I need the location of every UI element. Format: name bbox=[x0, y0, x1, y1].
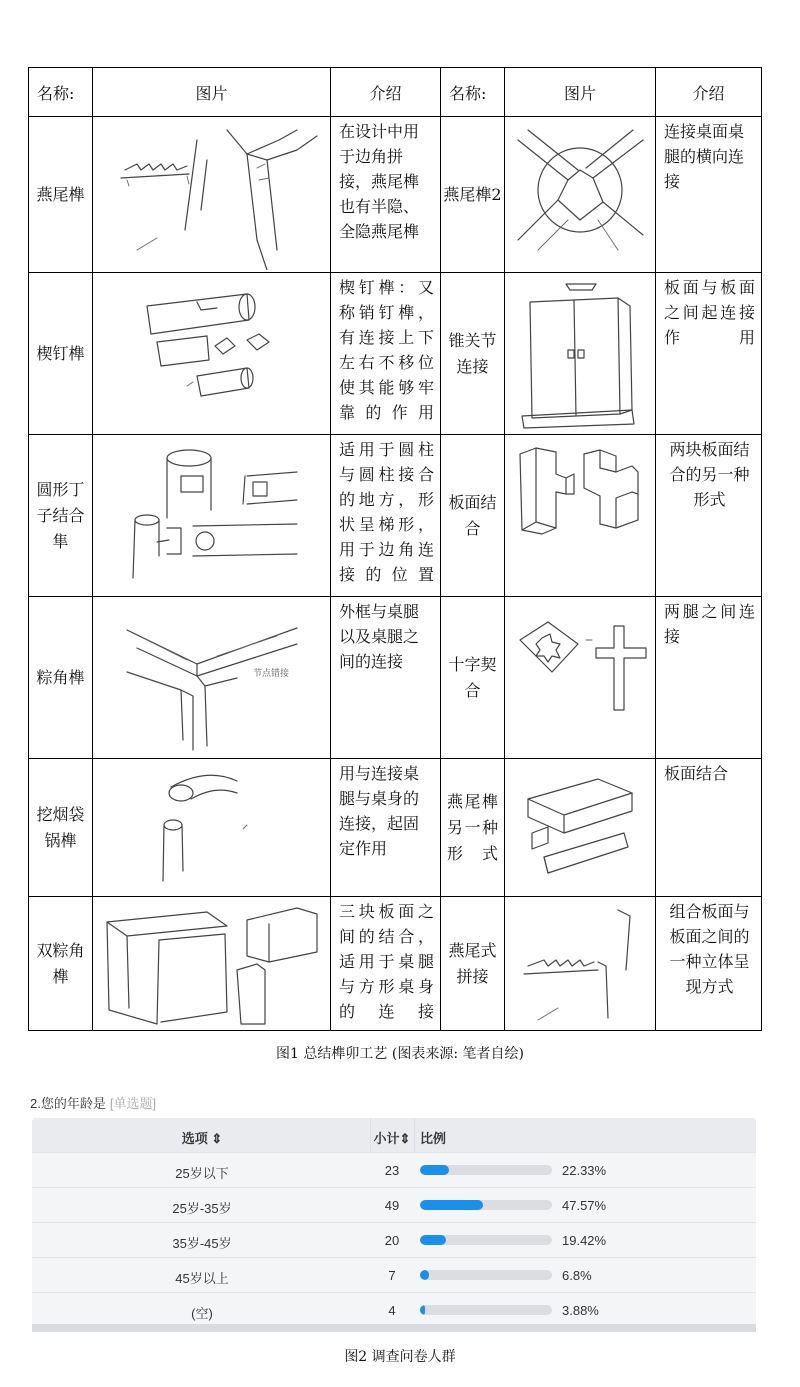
ratio-bar-fill bbox=[420, 1305, 425, 1315]
figure-2-caption: 图2 调查问卷人群 bbox=[344, 1349, 456, 1365]
joint-intro: 板面与板面之间起连接作用 bbox=[656, 273, 762, 435]
ratio-bar-fill bbox=[420, 1235, 446, 1245]
table-row bbox=[29, 597, 762, 759]
joint-intro: 在设计中用于边角拼接，燕尾榫也有半隐、全隐燕尾榫 bbox=[331, 117, 441, 273]
option-label: 45岁以上 bbox=[175, 1271, 229, 1286]
joint-intro: 组合板面与板面之间的一种立体呈现方式 bbox=[656, 897, 762, 1031]
survey-row bbox=[32, 1292, 756, 1327]
ratio-bar-fill bbox=[420, 1200, 483, 1210]
option-count: 4 bbox=[388, 1303, 396, 1318]
ratio-percent: 47.57% bbox=[562, 1198, 607, 1213]
ratio-bar bbox=[420, 1165, 552, 1175]
option-count: 49 bbox=[384, 1198, 400, 1213]
joint-intro: 外框与桌腿以及桌腿之间的连接 bbox=[331, 597, 441, 759]
joint-intro: 连接桌面桌腿的横向连接 bbox=[656, 117, 762, 273]
zongjiao-joint-sketch bbox=[93, 597, 331, 759]
option-label: (空) bbox=[191, 1306, 213, 1321]
survey-row bbox=[32, 1187, 756, 1222]
joint-intro: 三块板面之间的结合，适用于桌腿与方形桌身的连接 bbox=[331, 897, 441, 1031]
joint-intro: 楔钉榫：又称销钉榫，有连接上下左右不移位使其能够牢靠的作用 bbox=[331, 273, 441, 435]
cross-joint-sketch bbox=[505, 597, 656, 759]
ratio-bar bbox=[420, 1305, 552, 1315]
table-header-row bbox=[29, 68, 762, 117]
wedge-pin-sketch bbox=[93, 273, 331, 435]
joint-name: 燕尾榫另一种形式 bbox=[441, 759, 505, 897]
joint-name: 板面结合 bbox=[441, 435, 505, 597]
table-row bbox=[29, 117, 762, 273]
ratio-bar bbox=[420, 1235, 552, 1245]
joint-name: 锥关节连接 bbox=[441, 273, 505, 435]
header-name-left: 名称: bbox=[29, 68, 93, 117]
joint-name: 燕尾榫2 bbox=[441, 117, 505, 273]
option-label: 25岁以下 bbox=[175, 1166, 229, 1181]
dovetail-sketch bbox=[93, 117, 331, 273]
ratio-percent: 6.8% bbox=[562, 1268, 592, 1283]
table-row bbox=[29, 273, 762, 435]
board-joint-sketch bbox=[505, 435, 656, 597]
table-footer bbox=[32, 1324, 756, 1332]
question-title bbox=[30, 1093, 156, 1112]
ratio-column-header: 比例 bbox=[420, 1131, 447, 1146]
header-intro-right: 介绍 bbox=[656, 68, 762, 117]
cabinet-sketch bbox=[505, 273, 656, 435]
joint-name: 圆形丁子结合隼 bbox=[29, 435, 93, 597]
ratio-percent: 3.88% bbox=[562, 1303, 599, 1318]
joint-intro: 两腿之间连接 bbox=[656, 597, 762, 759]
table-row bbox=[29, 759, 762, 897]
header-image-right: 图片 bbox=[505, 68, 656, 117]
survey-row bbox=[32, 1152, 756, 1187]
dovetail-variant-sketch bbox=[505, 759, 656, 897]
joint-name: 挖烟袋锅榫 bbox=[29, 759, 93, 897]
option-count: 7 bbox=[388, 1268, 396, 1283]
joint-name: 双粽角榫 bbox=[29, 897, 93, 1031]
ratio-percent: 19.42% bbox=[562, 1233, 607, 1248]
ratio-bar bbox=[420, 1270, 552, 1280]
joinery-table bbox=[28, 67, 762, 1031]
ratio-bar bbox=[420, 1200, 552, 1210]
sketch-annotation: 节点错接 bbox=[252, 669, 289, 679]
joint-intro: 适用于圆柱与圆柱接合的地方，形状呈梯形，用于边角连接的位置 bbox=[331, 435, 441, 597]
ratio-bar-fill bbox=[420, 1270, 429, 1280]
header-intro-left: 介绍 bbox=[331, 68, 441, 117]
option-count: 23 bbox=[384, 1163, 400, 1178]
table-row bbox=[29, 897, 762, 1031]
header-image-left: 图片 bbox=[93, 68, 331, 117]
survey-header-row bbox=[32, 1118, 756, 1152]
figure-1-caption: 图1 总结榫卯工艺 (图表来源: 笔者自绘) bbox=[276, 1046, 524, 1062]
double-zongjiao-sketch bbox=[93, 897, 331, 1031]
joint-intro: 用与连接桌腿与桌身的连接，起固定作用 bbox=[331, 759, 441, 897]
dovetail-2-sketch bbox=[505, 117, 656, 273]
round-joint-sketch bbox=[93, 435, 331, 597]
question-text: 2.您的年龄是 bbox=[30, 1096, 106, 1111]
joint-intro: 两块板面结合的另一种形式 bbox=[656, 435, 762, 597]
option-label: 35岁-45岁 bbox=[172, 1236, 232, 1251]
count-column-header[interactable]: 小计⇕ bbox=[373, 1131, 411, 1146]
survey-results-table bbox=[32, 1118, 756, 1332]
dovetail-splice-sketch bbox=[505, 897, 656, 1031]
option-count: 20 bbox=[384, 1233, 400, 1248]
survey-row bbox=[32, 1222, 756, 1257]
joint-name: 燕尾式拼接 bbox=[441, 897, 505, 1031]
table-row bbox=[29, 435, 762, 597]
option-column-header[interactable]: 选项 ⇕ bbox=[181, 1131, 223, 1146]
joint-name: 燕尾榫 bbox=[29, 117, 93, 273]
header-name-right: 名称: bbox=[441, 68, 505, 117]
joint-name: 十字契合 bbox=[441, 597, 505, 759]
joint-name: 粽角榫 bbox=[29, 597, 93, 759]
question-type: [单选题] bbox=[109, 1096, 157, 1111]
joint-intro: 板面结合 bbox=[656, 759, 762, 897]
ratio-percent: 22.33% bbox=[562, 1163, 607, 1178]
option-label: 25岁-35岁 bbox=[172, 1201, 232, 1216]
ratio-bar-fill bbox=[420, 1165, 449, 1175]
survey-row bbox=[32, 1257, 756, 1292]
joint-name: 楔钉榫 bbox=[29, 273, 93, 435]
pipe-joint-sketch bbox=[93, 759, 331, 897]
